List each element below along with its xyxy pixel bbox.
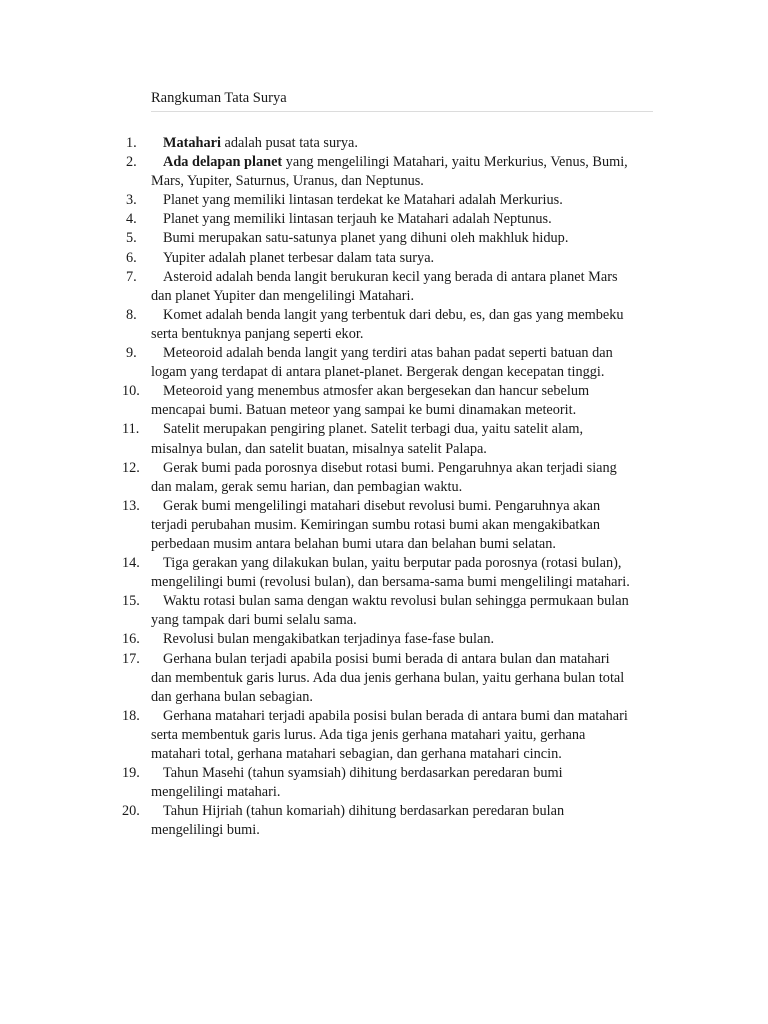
- list-item-body: Meteoroid yang menembus atmosfer akan bergesekan dan hancur sebelum mencapai bumi. Batuan meteor yang sampai ke bumi dinamakan meteorit.: [151, 383, 590, 419]
- list-item-text: [151, 707, 631, 764]
- list-item-body: yang mengelilingi Matahari, yaitu Merkurius, Venus, Bumi, Mars, Yupiter, Saturnus, Uranus, dan Neptunus.: [151, 154, 628, 190]
- list-item-text: [151, 344, 631, 382]
- list-item-body: Revolusi bulan mengakibatkan terjadinya fase-fase bulan.: [163, 631, 495, 648]
- list-item-number: 8.: [126, 306, 137, 323]
- list-item-text: [151, 554, 631, 592]
- list-item-number: 3.: [126, 192, 137, 209]
- list-item-text: [151, 191, 631, 210]
- list-item-body: Gerak bumi pada porosnya disebut rotasi bumi. Pengaruhnya akan terjadi siang dan malam, gerak semu harian, dan pembagian waktu.: [151, 459, 617, 495]
- list-item: [0, 191, 631, 210]
- list-item-text: [151, 382, 631, 420]
- list-item-bold-term: Matahari: [163, 135, 221, 151]
- list-item-text: [151, 420, 631, 458]
- list-item-bold-term: Ada delapan planet: [163, 154, 283, 171]
- list-item: [0, 707, 631, 764]
- list-item: [0, 420, 631, 458]
- list-item: [0, 306, 631, 344]
- list-item-number: 18.: [122, 707, 140, 724]
- list-item-number: 4.: [126, 211, 137, 228]
- list-item: [0, 497, 631, 554]
- list-item-number: 19.: [122, 765, 140, 782]
- list-item-number: 16.: [122, 631, 140, 648]
- list-item-body: Planet yang memiliki lintasan terjauh ke Matahari adalah Neptunus.: [163, 211, 552, 228]
- list-item-text: [151, 497, 631, 554]
- list-item: [0, 382, 631, 420]
- list-item-body: Tiga gerakan yang dilakukan bulan, yaitu berputar pada porosnya (rotasi bulan), mengelilingi bumi (revolusi bulan), dan bersama-sama bumi mengelilingi matahari.: [151, 555, 630, 591]
- list-item-number: 6.: [126, 249, 137, 266]
- list-item: [0, 153, 631, 191]
- list-item-number: 9.: [126, 345, 137, 362]
- list-item-body: Planet yang memiliki lintasan terdekat ke Matahari adalah Merkurius.: [163, 192, 563, 209]
- list-item-text: [151, 229, 631, 248]
- list-item-body: Komet adalah benda langit yang terbentuk dari debu, es, dan gas yang membeku serta bentuknya panjang seperti ekor.: [151, 306, 624, 342]
- list-item-body: Gerhana bulan terjadi apabila posisi bumi berada di antara bulan dan matahari dan membentuk garis lurus. Ada dua jenis gerhana bulan, yaitu gerhana bulan total dan gerhana bulan sebagian.: [151, 650, 625, 705]
- list-item-number: 17.: [122, 650, 140, 667]
- list-item: [0, 249, 631, 268]
- list-item-body: Tahun Hijriah (tahun komariah) dihitung berdasarkan peredaran bulan mengelilingi bumi.: [151, 803, 565, 839]
- list-item-text: [151, 306, 631, 344]
- list-item-text: [151, 802, 631, 840]
- list-item-body: Yupiter adalah planet terbesar dalam tata surya.: [163, 249, 435, 266]
- list-item-text: [151, 210, 631, 229]
- list-item-number: 14.: [122, 555, 140, 572]
- list-item-number: 1.: [126, 135, 137, 151]
- list-item-number: 11.: [122, 421, 140, 438]
- list-item-text: [151, 134, 631, 153]
- list-item-number: 7.: [126, 268, 137, 285]
- list-item: [0, 229, 631, 248]
- list-item-text: [151, 650, 631, 707]
- list-item: [0, 592, 631, 630]
- list-item-number: 15.: [122, 593, 140, 610]
- list-item-body: Bumi merupakan satu-satunya planet yang dihuni oleh makhluk hidup.: [163, 230, 569, 247]
- list-item-text: [151, 764, 631, 802]
- list-item-body: adalah pusat tata surya.: [220, 135, 358, 151]
- list-item-body: Meteoroid adalah benda langit yang terdiri atas bahan padat seperti batuan dan logam yang terdapat di antara planet-planet. Bergerak dengan kecepatan tinggi.: [151, 345, 613, 381]
- list-item-text: [151, 592, 631, 630]
- list-item-number: 2.: [126, 154, 137, 171]
- numbered-list: [0, 134, 768, 840]
- list-item: [0, 802, 631, 840]
- list-item: [0, 459, 631, 497]
- title-divider: [151, 111, 653, 112]
- list-item-number: 12.: [122, 459, 140, 476]
- list-item-text: [151, 268, 631, 306]
- list-item-text: [151, 459, 631, 497]
- list-item: [0, 134, 631, 153]
- list-item: [0, 344, 631, 382]
- list-item: [0, 210, 631, 229]
- list-item-number: 20.: [122, 803, 140, 820]
- list-item-text: [151, 153, 631, 191]
- list-item-text: [151, 630, 631, 649]
- list-item-body: Gerhana matahari terjadi apabila posisi bulan berada di antara bumi dan matahari serta membentuk garis lurus. Ada tiga jenis gerhana matahari yaitu, gerhana matahari total, gerhana matahari sebagian, dan gerhana matahari cincin.: [151, 707, 628, 762]
- list-item-number: 10.: [122, 383, 140, 400]
- list-item: [0, 764, 631, 802]
- list-item-body: Gerak bumi mengelilingi matahari disebut revolusi bumi. Pengaruhnya akan terjadi perubahan musim. Kemiringan sumbu rotasi bumi akan mengakibatkan perbedaan musim antara belahan bumi utara dan belahan bumi selatan.: [151, 497, 601, 552]
- list-item: [0, 630, 631, 649]
- list-item: [0, 554, 631, 592]
- list-item-body: Waktu rotasi bulan sama dengan waktu revolusi bulan sehingga permukaan bulan yang tampak dari bumi selalu sama.: [151, 593, 629, 629]
- document-title: Rangkuman Tata Surya: [151, 90, 287, 106]
- list-item-number: 13.: [122, 497, 140, 514]
- list-item-text: [151, 249, 631, 268]
- list-item-body: Asteroid adalah benda langit berukuran kecil yang berada di antara planet Mars dan planet Yupiter dan mengelilingi Matahari.: [151, 268, 618, 304]
- list-item-number: 5.: [126, 230, 137, 247]
- list-item-body: Tahun Masehi (tahun syamsiah) dihitung berdasarkan peredaran bumi mengelilingi matahari.: [151, 765, 563, 801]
- list-item-body: Satelit merupakan pengiring planet. Satelit terbagi dua, yaitu satelit alam, misalnya bulan, dan satelit buatan, misalnya satelit Palapa.: [151, 421, 584, 457]
- list-item: [0, 268, 631, 306]
- list-item: [0, 650, 631, 707]
